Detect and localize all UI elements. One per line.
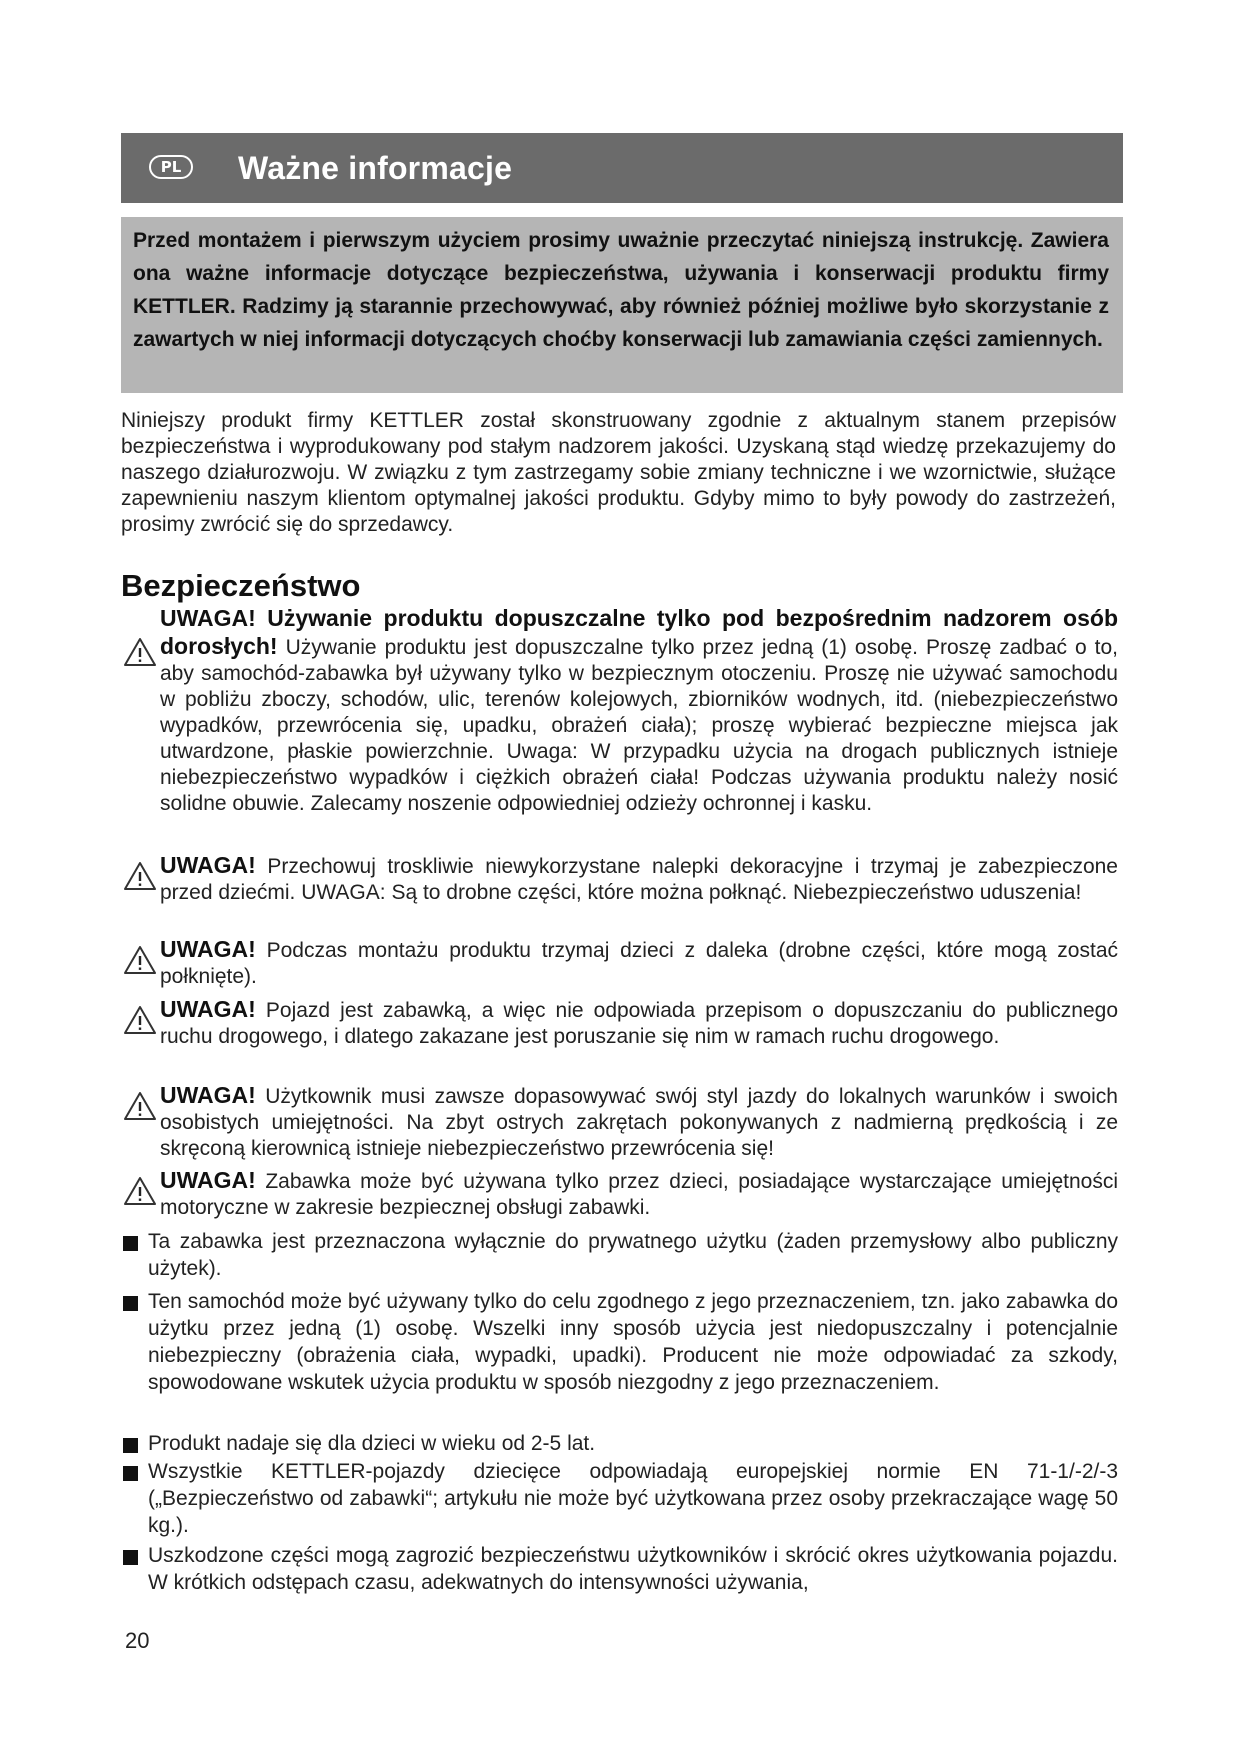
warning-triangle-icon (122, 1090, 158, 1122)
warning-text: Używanie produktu jest dopuszczalne tylko przez jedną (1) osobę. Proszę zadbać o to, aby samochód-zabawka był używany tylko w bezpiecznym otoczeniu. Proszę nie używać samochodu w pobliżu zboczy, schodów, ulic, terenów kolejowych, zbiorników wodnych, itd. (niebezpieczeństwo wypadków, przewrócenia się, upadku, obrażeń ciała); proszę wybierać bezpieczne miejsca jak utwardzone, płaskie powierzchnie. Uwaga: W przypadku użycia na drogach publicznych istnieje niebezpieczeństwo wypadków i ciężkich obrażeń ciała! Podczas używania produktu należy nosić solidne obuwie. Zalecamy noszenie odpowiedniej odzieży ochronnej i kasku. (160, 636, 1118, 815)
warning-heading: UWAGA! (160, 852, 256, 878)
warning-item (160, 936, 1118, 990)
intro-notice-text: Przed montażem i pierwszym użyciem prosimy uważnie przeczytać niniejszą instrukcję. Zawiera ona ważne informacje dotyczące bezpieczeństwa, używania i konserwacji produktu firmy KETTLER. Radzimy ją starannie przechowywać, aby również później możliwe było skorzystanie z zawartych w niej informacji dotyczących choćby konserwacji lub zamawiania części zamiennych. (133, 229, 1109, 351)
bullet-item: Wszystkie KETTLER-pojazdy dziecięce odpowiadają europejskiej normie EN 71-1/-2/-3 („Bezpieczeństwo od zabawki“; artykułu nie może być użytkowana przez osoby przekraczające wagę 50 kg.). (148, 1460, 1118, 1537)
bullet-item: Ten samochód może być używany tylko do celu zgodnego z jego przeznaczeniem, tzn. jako zabawka do użytku przez jedną (1) osobę. Wszelki inny sposób użycia jest niedopuszczalny i potencjalnie niebezpieczny (obrażenia ciała, wypadki, upadki). Producent nie może odpowiadać za szkody, spowodowane wskutek użycia produktu w sposób niezgodny z jego przeznaczeniem. (148, 1290, 1118, 1394)
warning-item (160, 996, 1118, 1050)
warning-heading: UWAGA! (160, 1167, 256, 1193)
bullet-item: Ta zabawka jest przeznaczona wyłącznie do prywatnego użytku (żaden przemysłowy albo publiczny użytek). (148, 1230, 1118, 1280)
page-number: 20 (125, 1628, 150, 1653)
bullet-square-icon (123, 1296, 138, 1311)
bullet-square-icon (123, 1236, 138, 1251)
warning-text: Zabawka może być używana tylko przez dzieci, posiadające wystarczające umiejętności motoryczne w zakresie bezpiecznej obsługi zabawki. (160, 1170, 1118, 1219)
warning-text: Pojazd jest zabawką, a więc nie odpowiada przepisom o dopuszczaniu do publicznego ruchu drogowego, i dlatego zakazane jest poruszanie się nim w ramach ruchu drogowego. (160, 999, 1118, 1048)
warning-triangle-icon (122, 1175, 158, 1207)
warning-triangle-icon (122, 636, 158, 668)
warning-text: Przechowuj troskliwie niewykorzystane nalepki dekoracyjne i trzymaj je zabezpieczone przed dziećmi. UWAGA: Są to drobne części, które można połknąć. Niebezpieczeństwo uduszenia! (160, 855, 1118, 904)
warning-heading: UWAGA! Używanie produktu dopuszczalne tylko pod bezpośrednim nadzorem osób dorosłych! (160, 605, 1118, 659)
warning-triangle-icon (122, 944, 158, 976)
warning-heading: UWAGA! (160, 1082, 256, 1108)
warning-heading: UWAGA! (160, 996, 256, 1022)
warning-heading: UWAGA! (160, 936, 256, 962)
bullet-item: Produkt nadaje się dla dzieci w wieku od 2-5 lat. (148, 1432, 596, 1455)
bullet-square-icon (123, 1466, 138, 1481)
warning-item (160, 1082, 1118, 1162)
warning-text: Podczas montażu produktu trzymaj dzieci z daleka (drobne części, które mogą zostać połknięte). (160, 939, 1118, 988)
section-header-bar (121, 133, 1123, 203)
language-badge: PL (149, 155, 193, 179)
bullet-square-icon (123, 1550, 138, 1565)
bullet-square-icon (123, 1438, 138, 1453)
page-title: Ważne informacje (238, 150, 513, 186)
warning-item (160, 605, 1118, 817)
warning-triangle-icon (122, 860, 158, 892)
product-info-paragraph: Niniejszy produkt firmy KETTLER został skonstruowany zgodnie z aktualnym stanem przepisów bezpieczeństwa i wyprodukowany pod stałym nadzorem jakości. Uzyskaną stąd wiedzę przekazujemy do naszego działurozwoju. W związku z tym zastrzegamy sobie zmiany techniczne i we wzornictwie, służące zapewnieniu naszym klientom optymalnej jakości produktu. Gdyby mimo to były powody do zastrzeżeń, prosimy zwrócić się do sprzedawcy. (121, 409, 1116, 536)
warning-item (160, 1167, 1118, 1221)
intro-notice-box (121, 217, 1123, 393)
bullet-item: Uszkodzone części mogą zagrozić bezpieczeństwu użytkowników i skrócić okres użytkowania pojazdu. W krótkich odstępach czasu, adekwatnych do intensywności używania, (148, 1544, 1118, 1594)
warning-triangle-icon (122, 1004, 158, 1036)
warning-text: Użytkownik musi zawsze dopasowywać swój styl jazdy do lokalnych warunków i swoich osobistych umiejętności. Na zbyt ostrych zakrętach pokonywanych z nadmierną prędkością i ze skręconą kierownicą istnieje niebezpieczeństwo przewrócenia się! (160, 1085, 1118, 1160)
safety-section-title: Bezpieczeństwo (121, 568, 361, 603)
warning-item (160, 852, 1118, 906)
